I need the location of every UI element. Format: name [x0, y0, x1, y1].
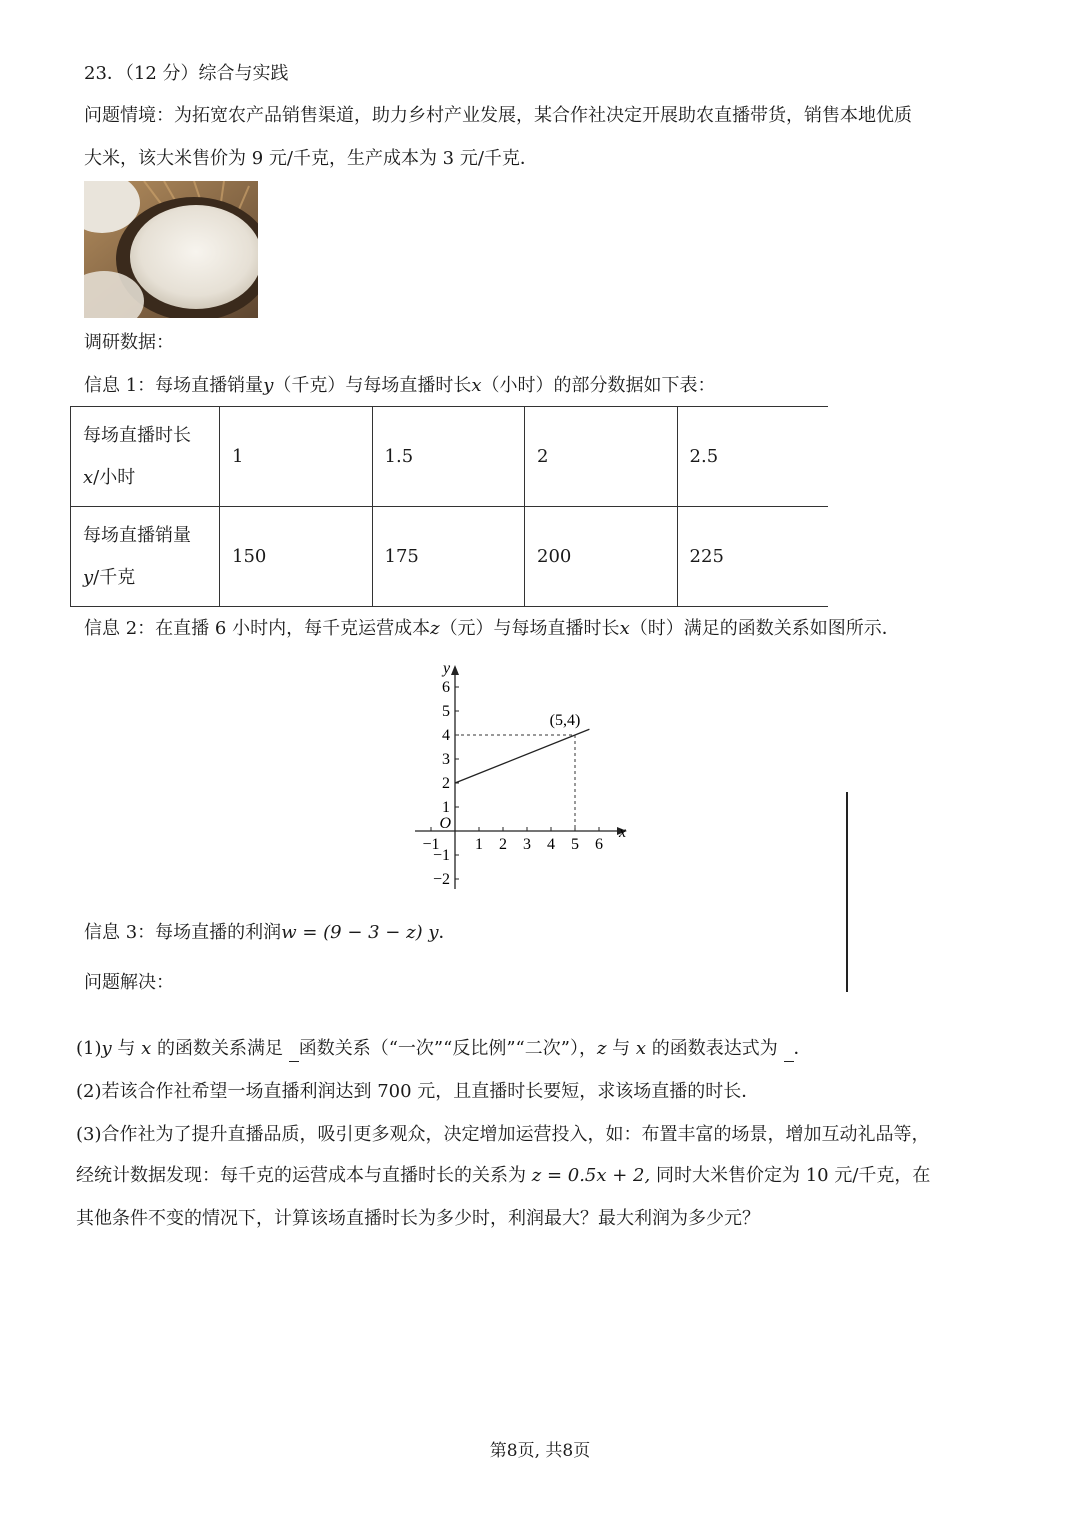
question-1: (1)y 与 x 的函数关系满足 函数关系（“一次”“反比例”“二次”），z 与 x 的函数表达式为 ． — [76, 1036, 812, 1062]
origin-label: O — [439, 815, 451, 832]
profit-formula: w = (9 − 3 − z) y — [281, 922, 439, 943]
y-tick-label: −2 — [432, 871, 450, 888]
y-axis-label: y — [443, 660, 451, 677]
var-x: x — [471, 375, 482, 396]
answer-blank-2[interactable] — [784, 1039, 794, 1062]
info1-line — [84, 373, 716, 399]
question-3-line-1: (3)合作社为了提升直播品质，吸引更多观众，决定增加运营投入，如：布置丰富的场景，增加互动礼品等， — [76, 1124, 930, 1145]
table-cell: 2.5 — [677, 407, 828, 507]
situation-line-1: 问题情境：为拓宽农产品销售渠道，助力乡村产业发展，某合作社决定开展助农直播带货，销售本地优质 — [84, 105, 912, 126]
situation-line-2: 大米，该大米售价为 9 元/千克，生产成本为 3 元/千克． — [84, 148, 538, 169]
problem-header: 23．（12 分）综合与实践 — [84, 63, 289, 84]
table-cell: 1.5 — [372, 407, 525, 507]
question-2: (2)若该合作社希望一场直播利润达到 700 元，且直播时长要短，求该场直播的时长． — [76, 1081, 760, 1102]
info1-mid: （千克）与每场直播时长 — [273, 375, 472, 396]
page-footer: 第8页, 共8页 — [489, 1441, 591, 1461]
data-table — [70, 406, 828, 607]
point-label: (5,4) — [549, 712, 581, 729]
cost-formula: z = 0.5x + 2, — [531, 1165, 651, 1186]
y-tick-label: 1 — [442, 799, 450, 816]
y-tick-label: 4 — [442, 727, 450, 744]
table-head-sales: 每场直播销量 y/千克 — [71, 507, 220, 607]
info1-end: （小时）的部分数据如下表： — [481, 375, 716, 396]
x-tick-label: 2 — [499, 836, 507, 853]
y-tick-label: −1 — [432, 847, 450, 864]
research-label: 调研数据： — [84, 332, 174, 353]
info1-label: 信息 1：每场直播销量 — [84, 375, 264, 396]
y-axis-arrow — [451, 665, 459, 675]
question-3-line-3: 其他条件不变的情况下，计算该场直播时长为多少时，利润最大？最大利润为多少元？ — [76, 1208, 760, 1229]
table-row — [71, 507, 829, 607]
table-cell: 225 — [677, 507, 828, 607]
table-cell: 175 — [372, 507, 525, 607]
table-cell: 1 — [220, 407, 373, 507]
x-axis-label: x — [619, 824, 627, 841]
x-tick-label: 4 — [547, 836, 555, 853]
x-tick-label: 6 — [595, 836, 603, 853]
x-tick-label: 3 — [523, 836, 531, 853]
function-line — [455, 729, 589, 783]
x-tick-label: 5 — [571, 836, 579, 853]
y-tick-label: 6 — [442, 679, 450, 696]
y-tick-label: 2 — [442, 775, 450, 792]
rice-photo — [84, 181, 258, 318]
vertical-divider — [846, 792, 848, 992]
answer-blank-1[interactable] — [289, 1039, 299, 1062]
table-cell: 2 — [525, 407, 678, 507]
info3-line: 信息 3：每场直播的利润w = (9 − 3 − z) y． — [84, 922, 457, 943]
table-head-duration: 每场直播时长 x/小时 — [71, 407, 220, 507]
question-3-line-2: 经统计数据发现：每千克的运营成本与直播时长的关系为 z = 0.5x + 2, 同时大米售价定为 10 元/千克，在 — [76, 1165, 931, 1186]
x-tick-label: 1 — [475, 836, 483, 853]
var-y: y — [263, 375, 274, 396]
y-tick-label: 3 — [442, 751, 450, 768]
function-graph — [400, 655, 640, 895]
table-cell: 150 — [220, 507, 373, 607]
table-row — [71, 407, 829, 507]
x-tick-label: −1 — [422, 836, 440, 853]
table-cell: 200 — [525, 507, 678, 607]
solve-label: 问题解决： — [84, 972, 174, 993]
info2-line: 信息 2：在直播 6 小时内，每千克运营成本z（元）与每场直播时长x（时）满足的函数关系如图所示． — [84, 618, 900, 639]
y-tick-label: 5 — [442, 703, 450, 720]
